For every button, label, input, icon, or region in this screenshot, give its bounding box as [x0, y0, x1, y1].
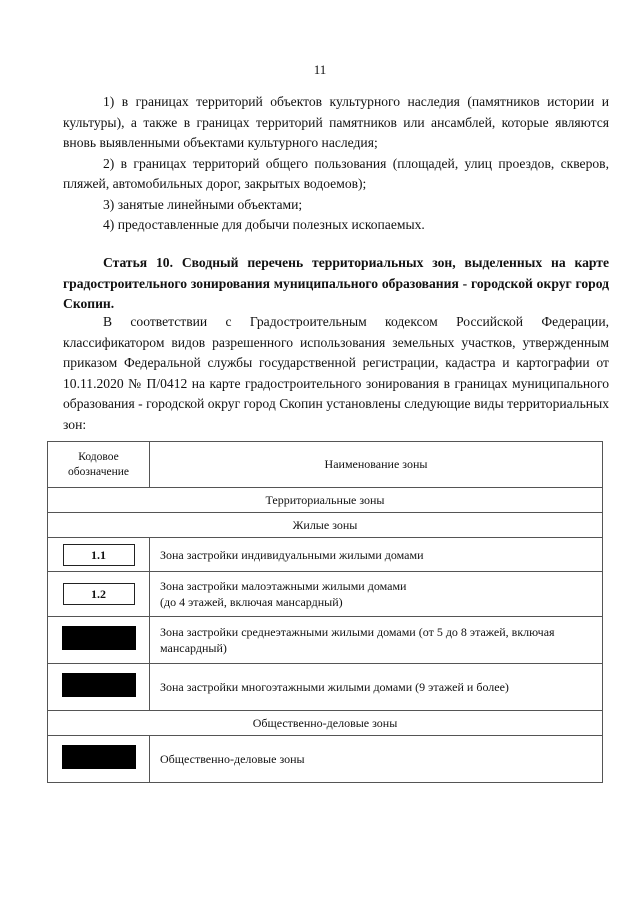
zone-code-badge: 1.1 — [63, 544, 135, 566]
table-header-row — [48, 442, 603, 488]
table-row — [48, 538, 603, 572]
table-row — [48, 572, 603, 617]
zone-name: Зона застройки среднеэтажными жилыми домами (от 5 до 8 этажей, включая мансардный) — [150, 617, 603, 664]
section-public: Общественно-деловые зоны — [48, 711, 603, 736]
table-row — [48, 736, 603, 783]
zone-name: Зона застройки индивидуальными жилыми домами — [150, 538, 603, 572]
section-territorial: Территориальные зоны — [48, 488, 603, 513]
list-item: 1) в границах территорий объектов культурного наследия (памятников истории и культуры), а также в границах территорий памятников или ансамблей, которые являются вновь выявленными объектами культурного наследия; — [63, 94, 609, 150]
zone-code-cell — [48, 538, 150, 572]
zone-code-cell — [48, 572, 150, 617]
redacted-code-swatch — [62, 626, 136, 650]
header-code: Кодовое обозначение — [48, 442, 150, 488]
zone-name: Общественно-деловые зоны — [150, 736, 603, 783]
zones-table — [47, 441, 603, 783]
redacted-code-swatch — [62, 673, 136, 697]
table-section-row — [48, 513, 603, 538]
zone-name — [150, 572, 603, 617]
zone-name: Зона застройки многоэтажными жилыми домами (9 этажей и более) — [150, 664, 603, 711]
header-name: Наименование зоны — [150, 442, 603, 488]
article-body — [63, 312, 609, 435]
list-block — [63, 92, 609, 236]
list-item: 4) предоставленные для добычи полезных ископаемых. — [103, 217, 425, 232]
page-number: 11 — [313, 62, 327, 77]
table-section-row — [48, 711, 603, 736]
table-row — [48, 664, 603, 711]
article-heading: Статья 10. Сводный перечень территориальных зон, выделенных на карте градостроительного зонирования муниципального образования - городской округ город Скопин. — [63, 255, 609, 311]
zone-code-badge: 1.2 — [63, 583, 135, 605]
list-item: 2) в границах территорий общего пользования (площадей, улиц проездов, скверов, пляжей, автомобильных дорог, закрытых водоемов); — [63, 155, 609, 191]
table-section-row — [48, 488, 603, 513]
redacted-code-swatch — [62, 745, 136, 769]
table-row — [48, 617, 603, 664]
zone-name-line: (до 4 этажей, включая мансардный) — [160, 595, 343, 609]
zone-code-cell — [48, 617, 150, 664]
zone-name-line: Зона застройки малоэтажными жилыми домами — [160, 579, 407, 593]
section-residential: Жилые зоны — [48, 513, 603, 538]
zone-code-cell — [48, 664, 150, 711]
zone-code-cell — [48, 736, 150, 783]
list-item: 3) занятые линейными объектами; — [103, 196, 303, 212]
article-paragraph: В соответствии с Градостроительным кодексом Российской Федерации, классификатором видов разрешенного использования земельных участков, утвержденным приказом Федеральной службы государственной регистрации, кадастра и картографии от 10.11.2020 № П/0412 на карте градостроительного зонирования в границах муниципального образования - городской округ город Скопин установлены следующие виды территориальных зон: — [63, 314, 609, 432]
